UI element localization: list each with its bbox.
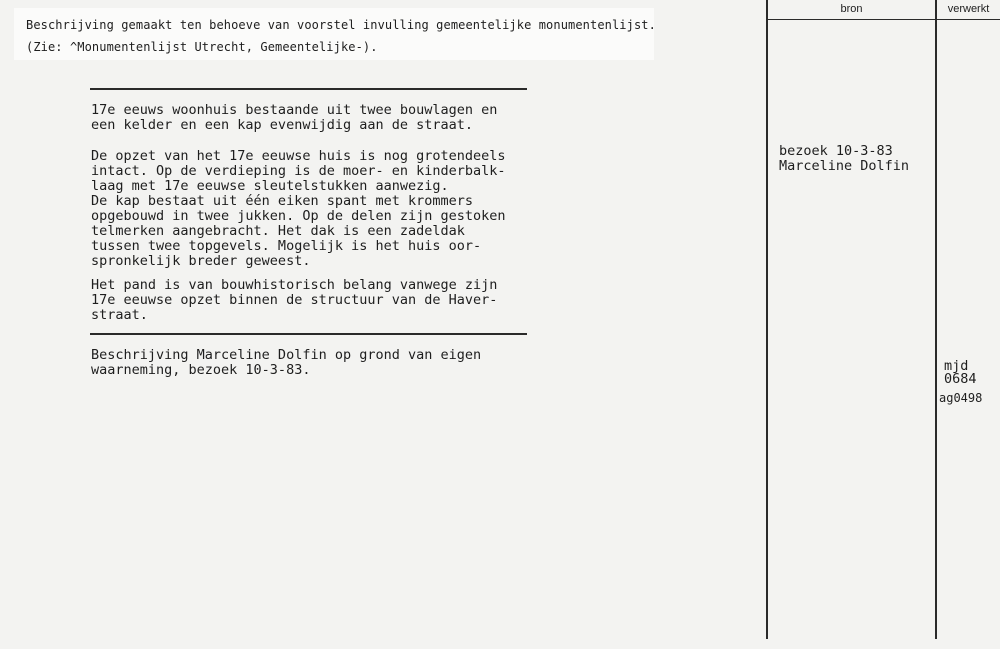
verwerkt-column-header: verwerkt	[947, 3, 990, 15]
bron-column-left-border	[766, 0, 768, 639]
header-note-line-1: Beschrijving gemaakt ten behoeve van voorstel invulling gemeentelijke monumentenlijst.	[26, 18, 656, 32]
bron-entry: bezoek 10-3-83 Marceline Dolfin	[779, 143, 910, 174]
verwerkt-column-left-border	[935, 0, 937, 639]
description-paragraph-2: De opzet van het 17e eeuwse huis is nog grotendeels intact. Op de verdieping is de moer- en kinderbalk- laag met 17e eeuwse sleutelstukken aanwezig. De kap bestaat uit één eiken spant met krommers opgebouwd in twee jukken. Op de delen zijn gestoken telmerken aangebracht. Het dak is een zadeldak tussen twee topgevels. Mogelijk is het huis oor- spronkelijk breder geweest.	[91, 148, 506, 269]
bottom-divider	[90, 333, 527, 335]
header-note-line-2: (Zie: ^Monumentenlijst Utrecht, Gemeentelijke-).	[26, 40, 378, 54]
top-divider	[90, 88, 527, 90]
source-note: Beschrijving Marceline Dolfin op grond van eigen waarneming, bezoek 10-3-83.	[91, 347, 482, 378]
bron-column-header: bron	[840, 3, 863, 15]
header-note	[14, 8, 654, 60]
column-header-divider	[766, 19, 1000, 20]
verwerkt-entry: mjd 0684	[944, 358, 977, 387]
description-paragraph-1: 17e eeuws woonhuis bestaande uit twee bouwlagen en een kelder en een kap evenwijdig aan de straat.	[91, 102, 498, 133]
verwerkt-code: ag0498	[939, 391, 983, 405]
description-paragraph-3: Het pand is van bouwhistorisch belang vanwege zijn 17e eeuwse opzet binnen de structuur van de Haver- straat.	[91, 277, 498, 323]
